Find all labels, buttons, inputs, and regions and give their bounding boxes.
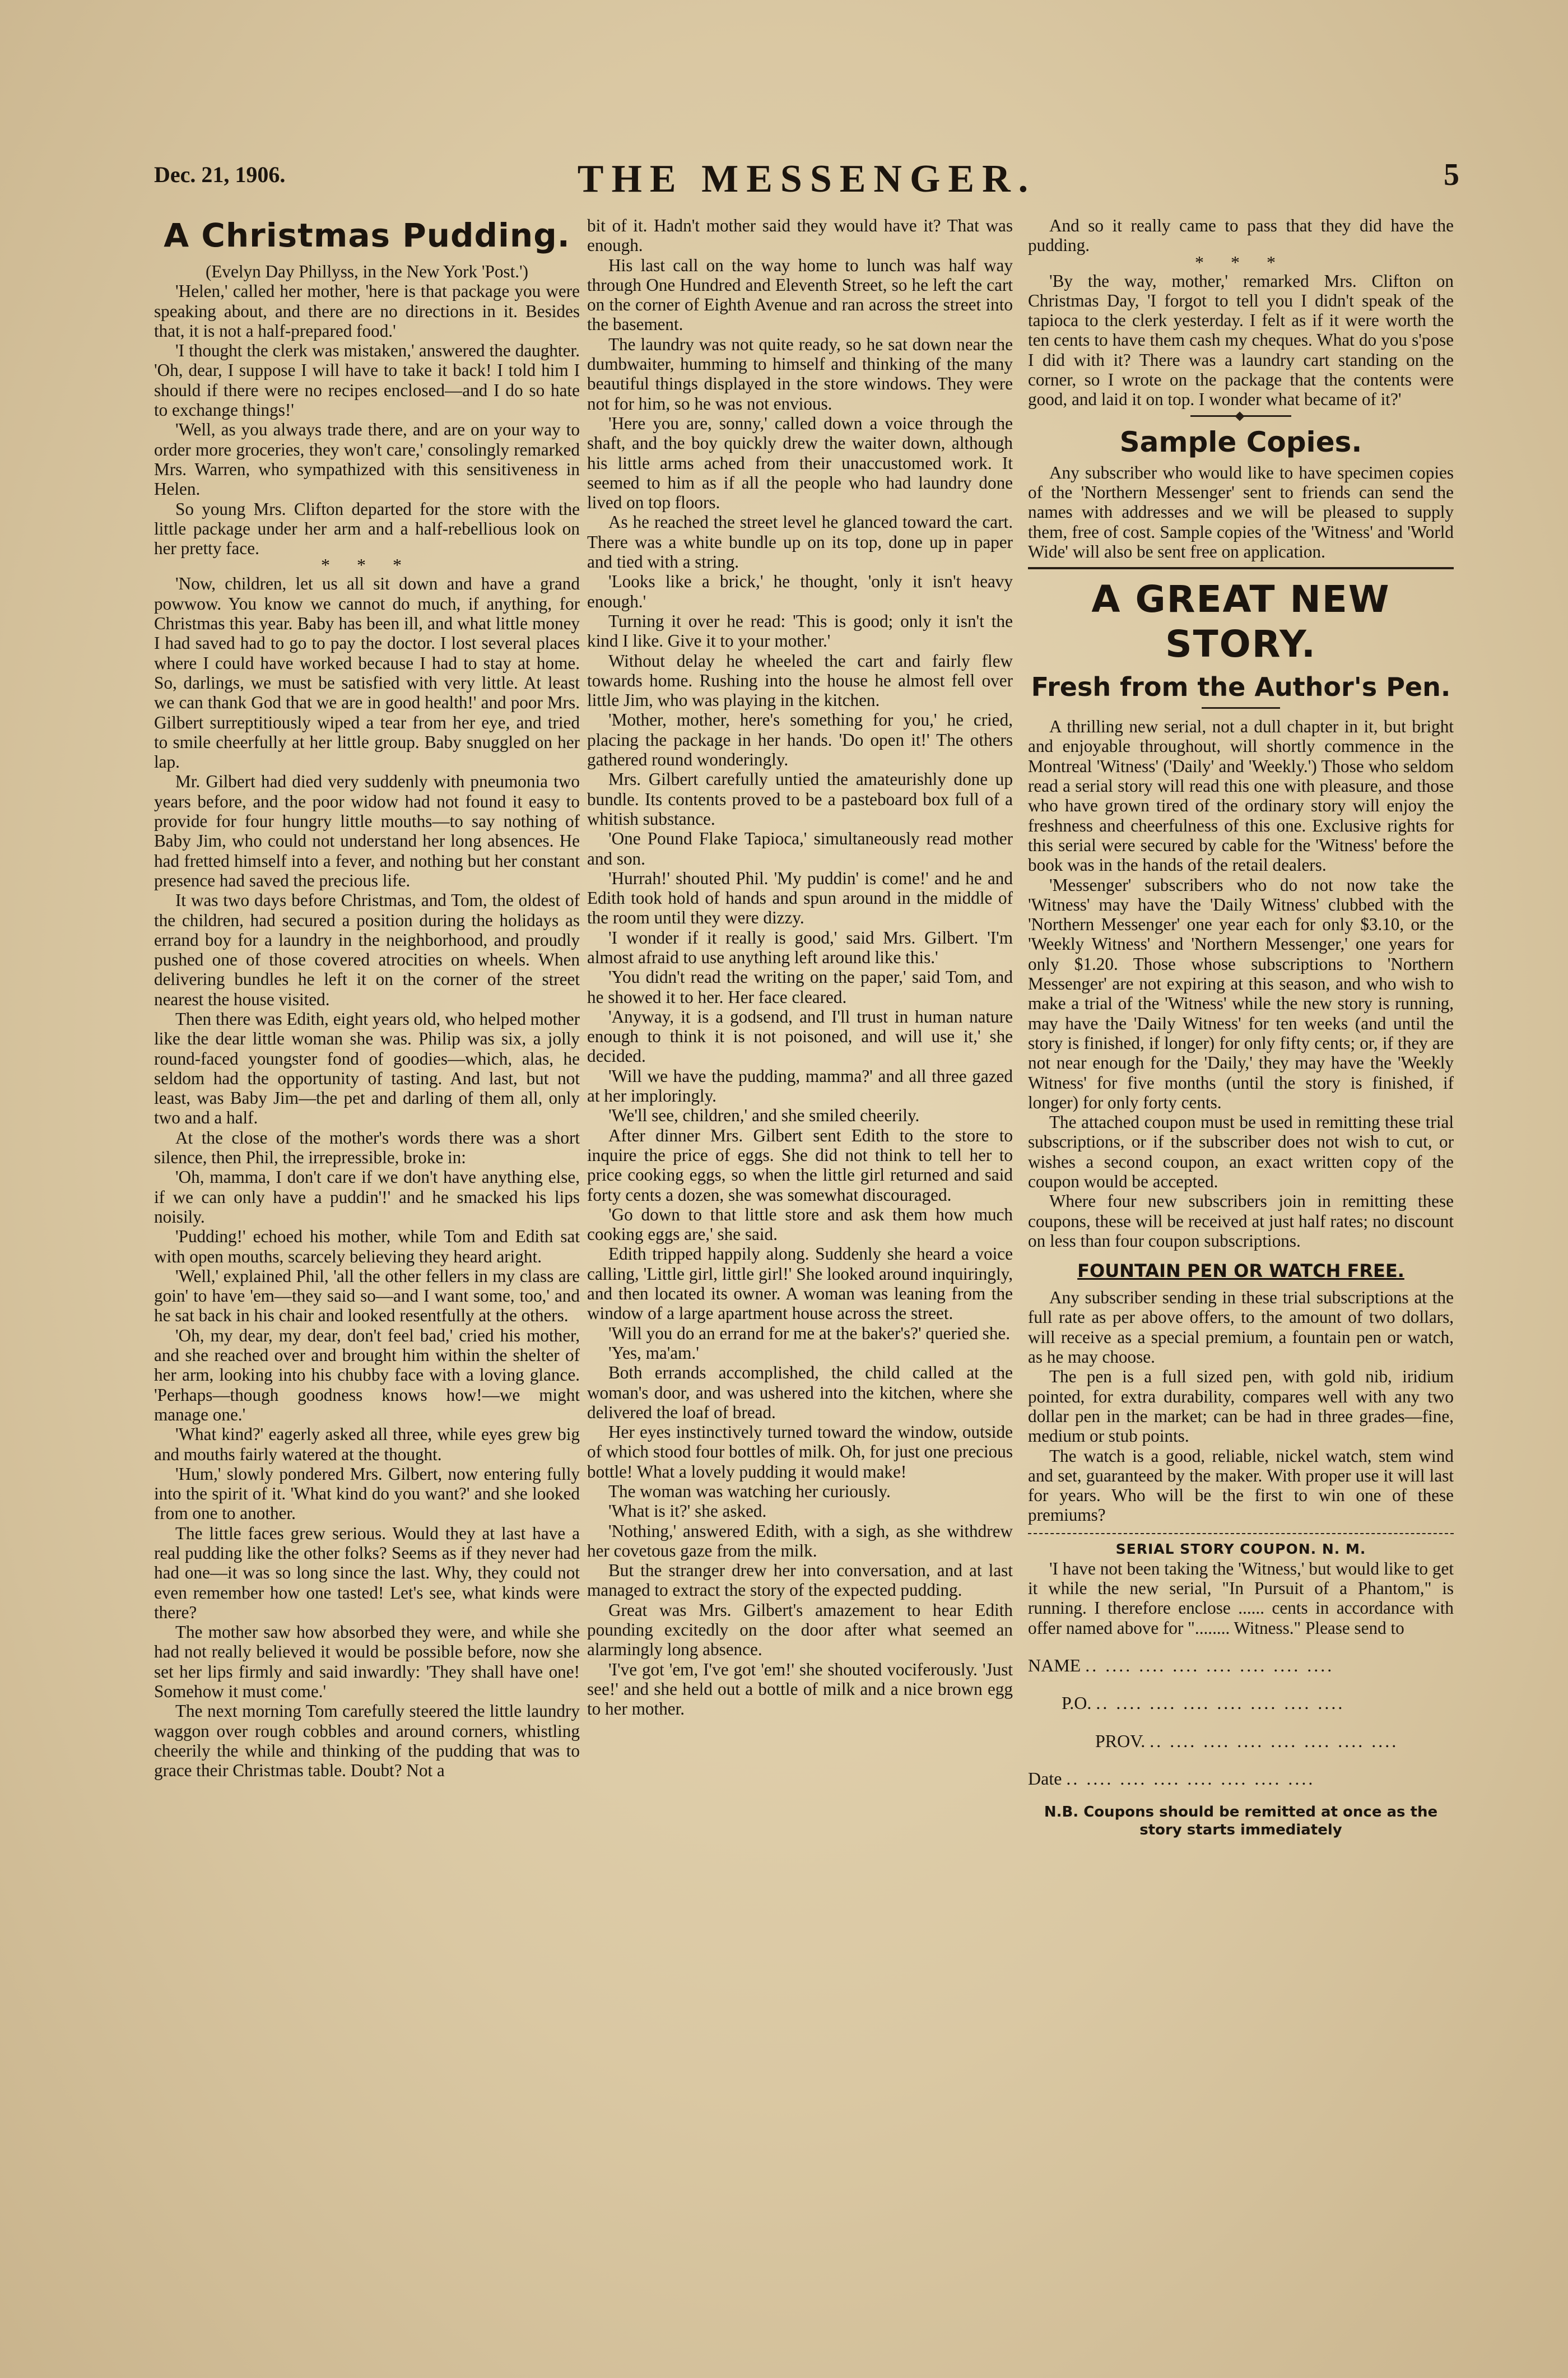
section-break: * * * — [321, 555, 413, 575]
paragraph: 'Looks like a brick,' he thought, 'only it isn't heavy enough.' — [587, 572, 1013, 611]
paragraph: 'Yes, ma'am.' — [608, 1343, 699, 1363]
paragraph: 'I thought the clerk was mistaken,' answered the daughter. 'Oh, dear, I suppose I will have to take it back! I told him I should if there were no recipes enclosed—and I do so hate to exchange things!' — [154, 341, 580, 420]
coupon-date-field[interactable] — [1028, 1769, 1454, 1789]
po-blank: .. .... .... .... .... .... .... .... — [1096, 1693, 1345, 1713]
coupon-note: N.B. Coupons should be remitted at once as the story starts immediately — [1044, 1804, 1438, 1839]
paragraph: 'Nothing,' answered Edith, with a sigh, as she withdrew her covetous gaze from the milk. — [587, 1521, 1013, 1560]
paragraph: The little faces grew serious. Would they at last have a real pudding like the other folks? Seems as if they never had had one—it was so long since the last. Why, they could not even remember how one tasted! Let's see, what kinds were there? — [154, 1523, 580, 1622]
date-label: Date — [1028, 1768, 1062, 1789]
prov-blank: .. .... .... .... .... .... .... .... — [1150, 1730, 1399, 1751]
header-page-number: 5 — [1444, 157, 1459, 192]
paragraph: Any subscriber sending in these trial subscriptions at the full rate as per above offers, to the amount of two dollars, will receive as a special premium, a fountain pen or watch, as he may choose. — [1028, 1288, 1454, 1367]
paragraph: And so it really came to pass that they did have the pudding. — [1028, 216, 1454, 256]
paragraph: 'One Pound Flake Tapioca,' simultaneously read mother and son. — [587, 829, 1013, 868]
paragraph: Her eyes instinctively turned toward the window, outside of which stood four bottles of milk. Oh, for just one precious bottle! What a lovely pudding it would make! — [587, 1422, 1013, 1481]
paragraph: The mother saw how absorbed they were, and while she had not really believed it would be possible before, now she set her lips firmly and said inwardly: 'They shall have one! Somehow it must come.' — [154, 1622, 580, 1702]
paragraph: The woman was watching her curiously. — [608, 1481, 891, 1501]
paragraph: After dinner Mrs. Gilbert sent Edith to the store to inquire the price of eggs. She did not think to tell her to price cooking eggs, so when the little girl returned and said forty cents a dozen, she was somewhat discouraged. — [587, 1125, 1013, 1205]
paragraph: 'I wonder if it really is good,' said Mrs. Gilbert. 'I'm almost afraid to use anything left around like this.' — [587, 927, 1013, 967]
section-break: * * * — [1195, 252, 1287, 272]
paragraph: 'Well,' explained Phil, 'all the other fellers in my class are goin' to have 'em—they said so—and I want some, too,' and he sat back in his chair and looked resentfully at the others. — [154, 1266, 580, 1326]
paragraph: 'Oh, mamma, I don't care if we don't have anything else, if we can only have a puddin'!' and he smacked his lips noisily. — [154, 1167, 580, 1227]
paragraph: 'You didn't read the writing on the paper,' said Tom, and he showed it to her. Her face cleared. — [587, 967, 1013, 1007]
paragraph: 'Hurrah!' shouted Phil. 'My puddin' is come!' and he and Edith took hold of hands and spun around in the middle of the room until they were dizzy. — [587, 868, 1013, 928]
paragraph: bit of it. Hadn't mother said they would have it? That was enough. — [587, 216, 1013, 256]
paragraph: The pen is a full sized pen, with gold nib, iridium pointed, for extra durability, compares well with any two dollar pen in the market; can be had in three grades—fine, medium or stub points. — [1028, 1367, 1454, 1446]
paragraph: 'Helen,' called her mother, 'here is that package you were speaking about, and there are no directions in it. Besides that, it is not a half-prepared food.' — [154, 281, 580, 341]
name-label: NAME — [1028, 1655, 1081, 1675]
header-title: THE MESSENGER. — [577, 157, 1036, 201]
paragraph: Turning it over he read: 'This is good; only it isn't the kind I like. Give it to your mother.' — [587, 611, 1013, 651]
paragraph: The next morning Tom carefully steered the little laundry waggon over rough cobbles and around corners, whistling cheerily the while and thinking of the pudding that was to grace their Christmas table. Doubt? Not a — [154, 1701, 580, 1781]
paragraph: 'Go down to that little store and ask them how much cooking eggs are,' she said. — [587, 1204, 1013, 1244]
paragraph: Both errands accomplished, the child called at the woman's door, and was ushered into the kitchen, where she delivered the loaf of bread. — [587, 1363, 1013, 1422]
po-label: P.O. — [1062, 1693, 1092, 1713]
paragraph: 'Pudding!' echoed his mother, while Tom and Edith sat with open mouths, scarcely believing they heard aright. — [154, 1227, 580, 1266]
fountain-pen-title: FOUNTAIN PEN OR WATCH FREE. — [1077, 1260, 1404, 1282]
paragraph: 'I've got 'em, I've got 'em!' she shouted vociferously. 'Just see!' and she held out a bottle of milk and a nice brown egg to her mother. — [587, 1659, 1013, 1719]
coupon-name-field[interactable] — [1028, 1656, 1454, 1675]
paragraph: 'We'll see, children,' and she smiled cheerily. — [608, 1106, 920, 1126]
paragraph: 'What kind?' eagerly asked all three, while eyes grew big and mouths fairly watered at the thought. — [154, 1424, 580, 1464]
paragraph: As he reached the street level he glanced toward the cart. There was a white bundle up on its top, done up in paper and tied with a string. — [587, 512, 1013, 572]
paragraph: 'Will we have the pudding, mamma?' and all three gazed at her imploringly. — [587, 1066, 1013, 1106]
coupon-heading: SERIAL STORY COUPON. N. M. — [1115, 1540, 1366, 1557]
header-date: Dec. 21, 1906. — [154, 162, 286, 187]
paragraph: 'Well, as you always trade there, and are on your way to order more groceries, they won't care,' consolingly remarked Mrs. Warren, who sympathized with this sensitiveness in Helen. — [154, 420, 580, 499]
paragraph: A thrilling new serial, not a dull chapter in it, but bright and enjoyable throughout, will shortly commence in the Montreal 'Witness' ('Daily' and 'Weekly.') Those who seldom read a serial story will read this one with pleasure, and those who have grown tired of the ordinary story will enjoy the freshness and cheerfulness of this one. Exclusive rights for this serial were secured by cable for the 'Witness' before the book was in the hands of the retail dealers. — [1028, 717, 1454, 875]
paragraph: 'By the way, mother,' remarked Mrs. Clifton on Christmas Day, 'I forgot to tell you I didn't speak of the tapioca to the clerk yesterday. I felt as if it were worth the ten cents to have them cash my cheques. What do you s'pose I did with it? There was a laundry cart standing on the corner, so I wrote on the package that the contents were good, and laid it on top. I wonder what became of it?' — [1028, 271, 1454, 410]
paragraph: 'What is it?' she asked. — [608, 1501, 767, 1521]
paragraph: Any subscriber who would like to have specimen copies of the 'Northern Messenger' sent to friends can send the names with addresses and we will be pleased to supply them, free of cost. Sample copies of the 'Witness' and 'World Wide' will also be sent free on application. — [1028, 462, 1454, 561]
coupon-prov-field[interactable] — [1028, 1731, 1454, 1751]
paragraph: 'Hum,' slowly pondered Mrs. Gilbert, now entering fully into the spirit of it. 'What kind do you want?' and she looked from one to another. — [154, 1464, 580, 1524]
paragraph: At the close of the mother's words there was a short silence, then Phil, the irrepressible, broke in: — [154, 1127, 580, 1168]
story-title: A Christmas Pudding. — [164, 216, 570, 254]
paragraph: The watch is a good, reliable, nickel watch, stem wind and set, guaranteed by the maker. With proper use it will last for years. Who will be the first to win one of these premiums? — [1028, 1446, 1454, 1525]
paragraph: The attached coupon must be used in remitting these trial subscriptions, or if the subscriber does not wish to cut, or wishes a second coupon, an exact written copy of the coupon would be accepted. — [1028, 1112, 1454, 1191]
paragraph: Mrs. Gilbert carefully untied the amateurishly done up bundle. Its contents proved to be a pasteboard box full of a whitish substance. — [587, 769, 1013, 829]
divider — [1202, 707, 1280, 709]
paragraph: 'Here you are, sonny,' called down a voice through the shaft, and the boy quickly drew the waiter down, although his little arms ached from their unaccustomed work. It seemed to him as if all the people who had laundry done lived on top floors. — [587, 413, 1013, 513]
paragraph: 'Now, children, let us all sit down and have a grand powwow. You know we cannot do much, if anything, for Christmas this year. Baby has been ill, and what little money I had saved had to go to pay the doctor. I lost several places where I could have worked because I had to stay at home. So, darlings, we must be satisfied with very little. At least we can thank God that we are in good health!' and poor Mrs. Gilbert surreptitiously wiped a tear from her eye, and tried to smile cheerfully at her little group. Baby snuggled on her lap. — [154, 574, 580, 772]
paragraph: The laundry was not quite ready, so he sat down near the dumbwaiter, humming to himself and thinking of the many beautiful things displayed in the store windows. They were not for him, so he was not envious. — [587, 334, 1013, 414]
paragraph: His last call on the way home to lunch was half way through One Hundred and Eleventh Street, so he left the cart on the corner of Eighth Avenue and ran across the street into the basement. — [587, 255, 1013, 335]
paragraph: 'Oh, my dear, my dear, don't feel bad,' cried his mother, and she reached over and brought him within the shelter of her arm, looking into his chubby face with a loving glance. 'Perhaps—though goodness knows how!—we might manage one.' — [154, 1325, 580, 1424]
coupon-cut-line — [1028, 1533, 1454, 1534]
paragraph: Then there was Edith, eight years old, who helped mother like the dear little woman she was. Philip was six, a jolly round-faced youngster fond of goodies—which, alas, he seldom had the opportunity of tasting. And last, but not least, was Baby Jim—the pet and darling of them all, only two and a half. — [154, 1009, 580, 1128]
paragraph: Edith tripped happily along. Suddenly she heard a voice calling, 'Little girl, little girl!' She looked around inquiringly, and then located its owner. A woman was leaning from the window of a large apartment house across the street. — [587, 1244, 1013, 1323]
paragraph: 'Mother, mother, here's something for you,' he cried, placing the package in her hands. 'Do open it!' The others gathered round wonderingly. — [587, 710, 1013, 770]
paragraph: Great was Mrs. Gilbert's amazement to hear Edith pounding excitedly on the door after what seemed an alarmingly long absence. — [587, 1600, 1013, 1660]
prov-label: PROV. — [1095, 1730, 1146, 1751]
ornament-rule — [1190, 415, 1291, 417]
paragraph: So young Mrs. Clifton departed for the store with the little package under her arm and a half-rebellious look on her pretty face. — [154, 499, 580, 559]
great-new-story-subtitle: Fresh from the Author's Pen. — [1031, 672, 1451, 703]
date-blank: .. .... .... .... .... .... .... .... — [1066, 1768, 1315, 1789]
paragraph: But the stranger drew her into conversation, and at last managed to extract the story of the expected pudding. — [587, 1560, 1013, 1600]
paragraph: 'Messenger' subscribers who do not now take the 'Witness' may have the 'Daily Witness' clubbed with the 'Northern Messenger' one year each for only $3.10, or the 'Weekly Witness' and 'Northern Messenger,' one years for only $1.20. Those whose subscriptions to 'Northern Messenger' are not expiring at this season, and who wish to make a trial of the 'Witness' while the new story is running, may have the 'Daily Witness' for ten weeks (and until the story is finished, if longer) for only fifty cents; or, if they are not near enough for the 'Daily,' they may have the 'Weekly Witness' for five months (until the story is finished, if longer) for only forty cents. — [1028, 875, 1454, 1112]
story-byline: (Evelyn Day Phillyss, in the New York 'Post.') — [205, 262, 529, 281]
page-header — [154, 157, 1459, 207]
column-1 — [154, 216, 580, 2266]
sample-copies-title: Sample Copies. — [1119, 425, 1362, 458]
paragraph: It was two days before Christmas, and Tom, the oldest of the children, had secured a position during the holidays as errand boy for a laundry in the neighborhood, and proudly pushed one of those covered atrocities on wheels. When delivering bundles he left it on the corner of the street nearest the house visited. — [154, 890, 580, 1009]
paragraph: Where four new subscribers join in remitting these coupons, these will be received at just half rates; no discount on less than four coupon subscriptions. — [1028, 1191, 1454, 1251]
name-blank: .. .... .... .... .... .... .... .... — [1085, 1655, 1334, 1675]
paragraph: 'Anyway, it is a godsend, and I'll trust in human nature enough to think it is not poisoned, and will use it,' she decided. — [587, 1006, 1013, 1066]
paragraph: Without delay he wheeled the cart and fairly flew towards home. Rushing into the house he almost fell over little Jim, who was playing in the kitchen. — [587, 651, 1013, 710]
column-3 — [1028, 216, 1454, 2266]
column-2 — [587, 216, 1013, 2266]
paragraph: 'Will you do an errand for me at the baker's?' queried she. — [608, 1323, 1011, 1343]
paragraph: Mr. Gilbert had died very suddenly with pneumonia two years before, and the poor widow had not found it easy to provide for four hungry little mouths—to say nothing of Baby Jim, who could not understand her long absences. He had fretted himself into a fever, and nothing but her constant presence had saved the precious life. — [154, 772, 580, 890]
great-new-story-title: A GREAT NEW STORY. — [1028, 567, 1454, 667]
coupon-po-field[interactable] — [1028, 1693, 1454, 1713]
coupon-text: 'I have not been taking the 'Witness,' but would like to get it while the new serial, "In Pursuit of a Phantom," is running. I therefore enclose ...... cents in accordance with offer named above for "........ Witness." Please send to — [1028, 1558, 1454, 1638]
